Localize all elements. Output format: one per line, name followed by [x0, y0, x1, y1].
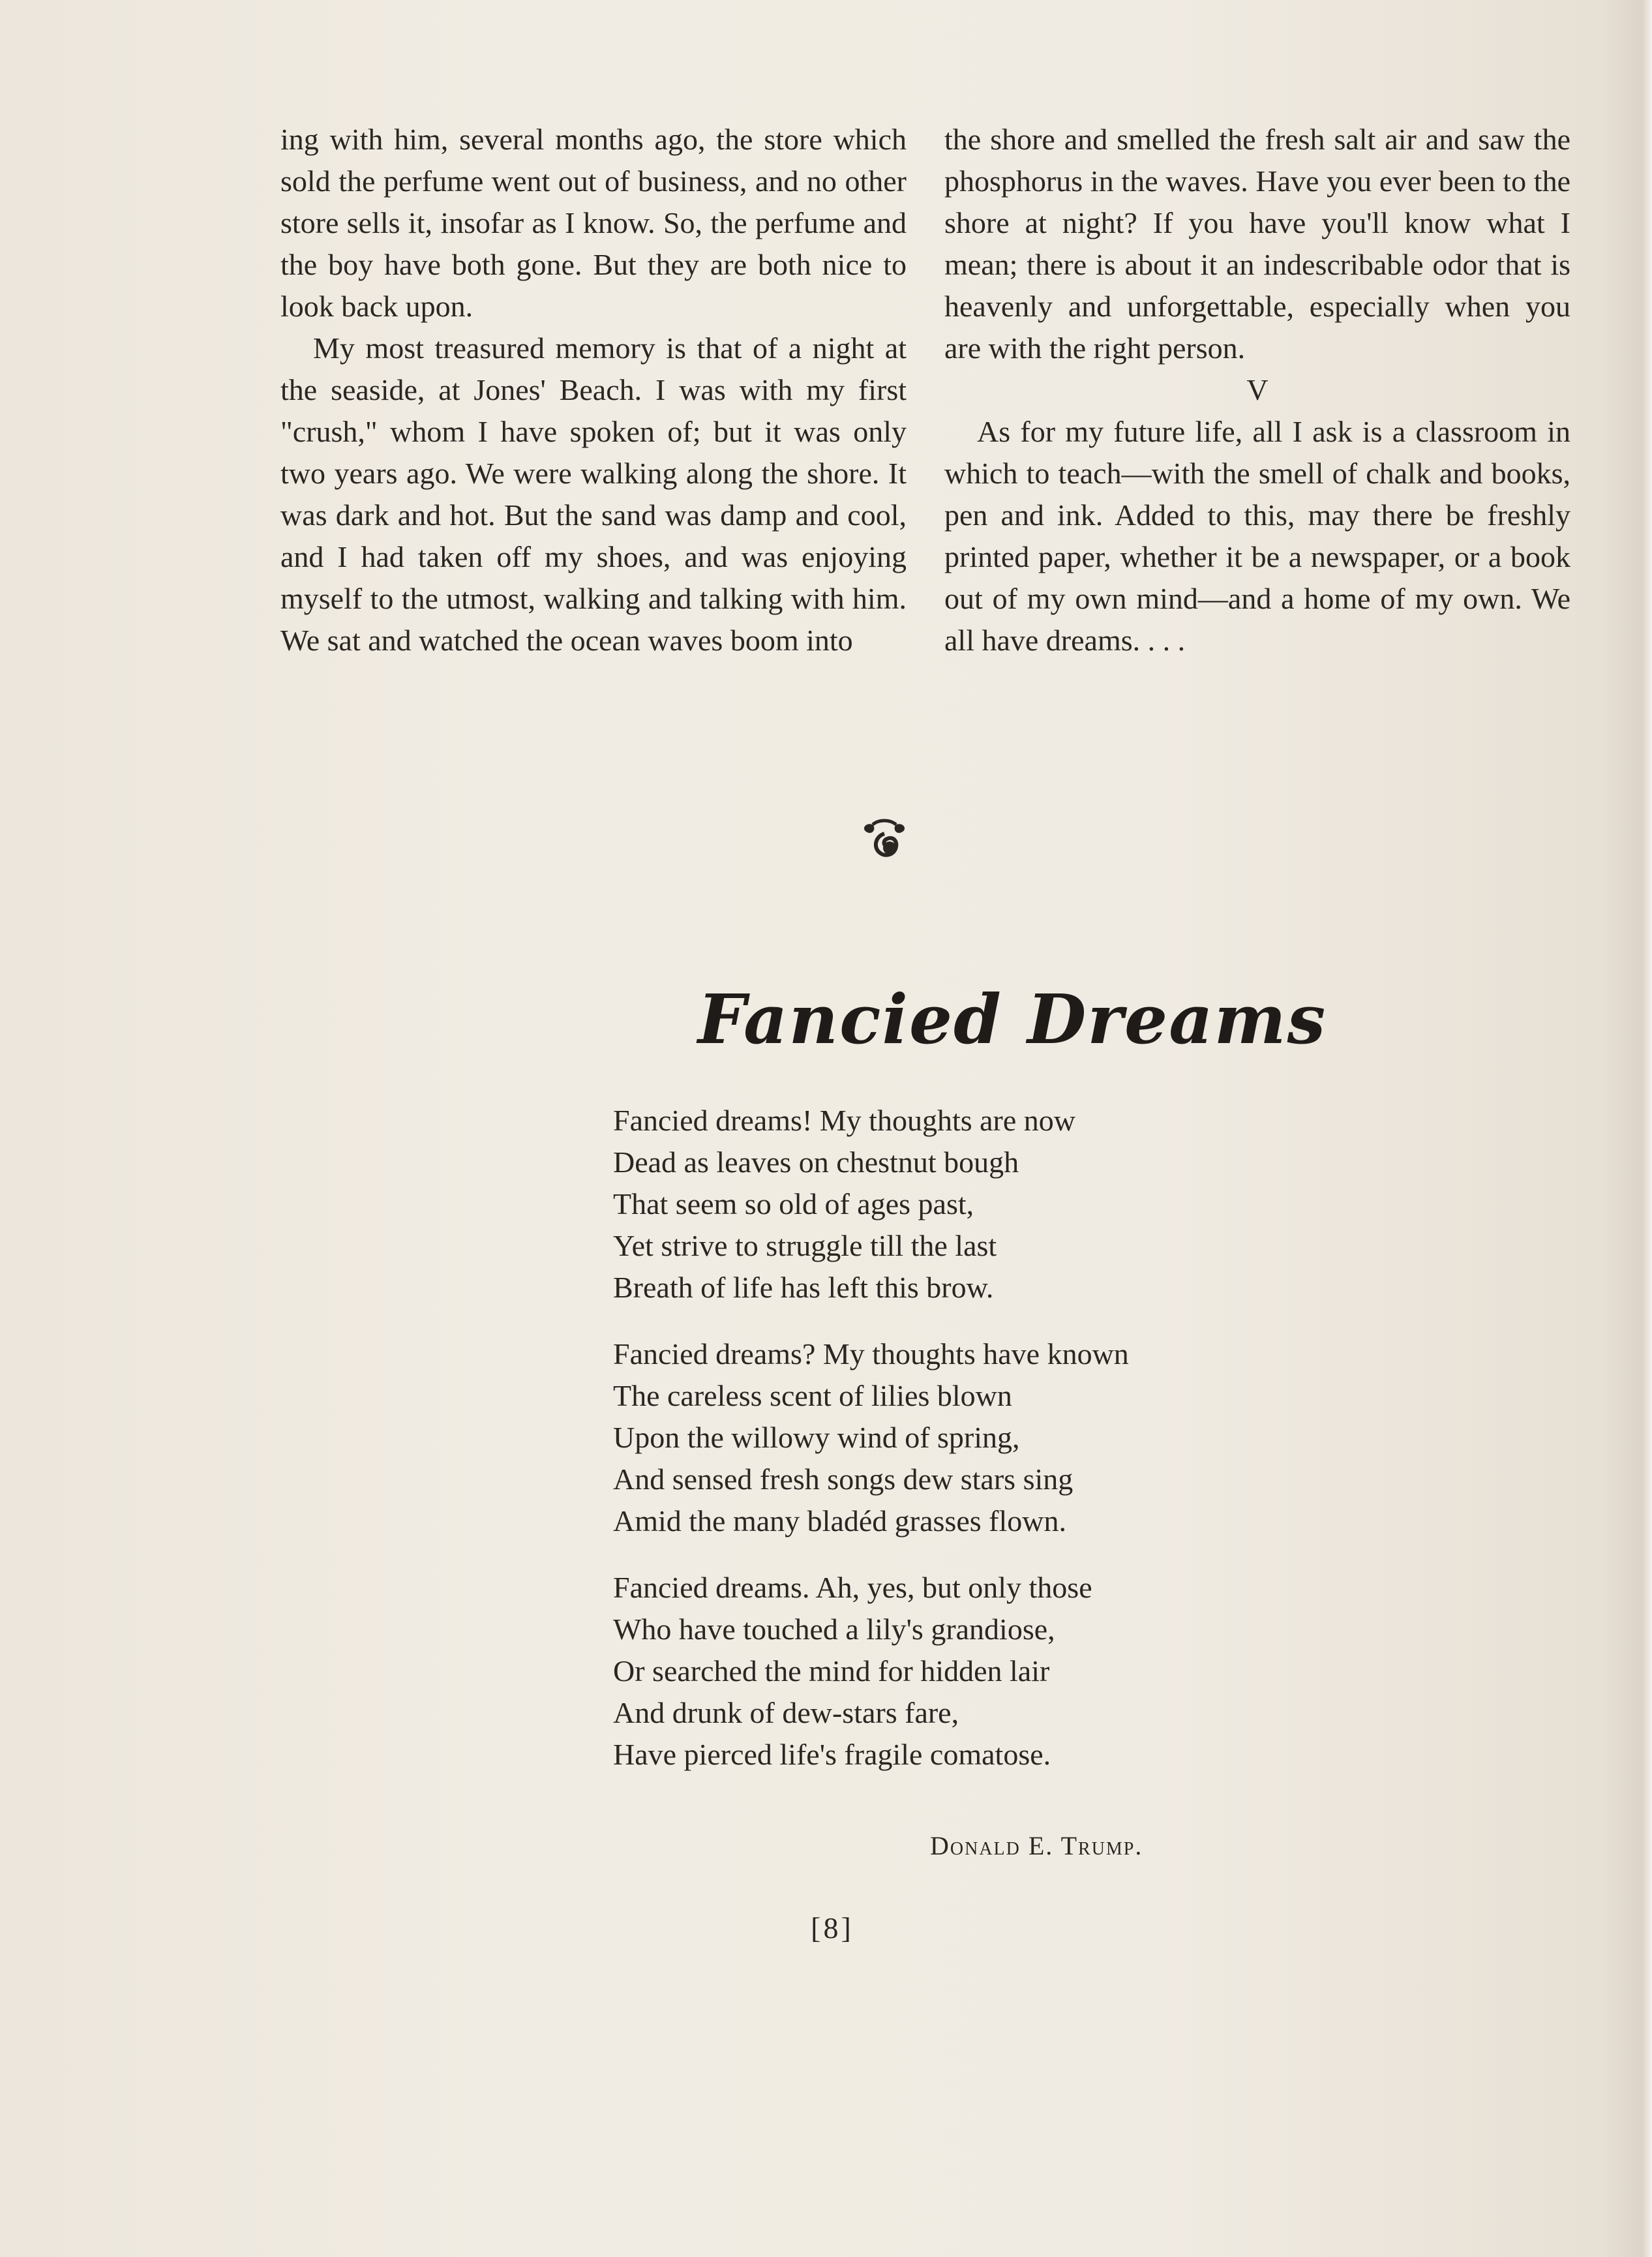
section-numeral: V	[1246, 373, 1269, 406]
poem-line: Upon the willowy wind of spring,	[613, 1421, 1020, 1454]
right-column	[944, 119, 1570, 661]
poem-line: Or searched the mind for hidden lair	[613, 1654, 1050, 1688]
left-paragraph-2: My most treasured memory is that of a night at the seaside, at Jones' Beach. I was with my first "crush," whom I have spoken of; but it was only two years ago. We were walking along the shore. It was dark and hot. But the sand was damp and cool, and I had taken off my shoes, and was enjoying myself to the utmost, walking and talking with him. We sat and watched the ocean waves boom into	[280, 331, 907, 657]
left-paragraph-1: ing with him, several months ago, the store which sold the perfume went out of business, and no other store sells it, insofar as I know. So, the perfume and the boy have both gone. But they are both nice to look back upon.	[280, 123, 907, 323]
poem-line: Fancied dreams. Ah, yes, but only those	[613, 1571, 1092, 1604]
fleuron-ornament-icon	[853, 808, 916, 870]
poem-line: Dead as leaves on chestnut bough	[613, 1145, 1019, 1179]
poem-line: And sensed fresh songs dew stars sing	[613, 1462, 1074, 1496]
page-edge	[1643, 0, 1652, 2257]
poem-line: The careless scent of lilies blown	[613, 1379, 1012, 1412]
stanza	[613, 1333, 1265, 1542]
poem-body	[613, 1100, 1265, 1800]
poem-line: Who have touched a lily's grandiose,	[613, 1613, 1055, 1646]
poem-line: Fancied dreams! My thoughts are now	[613, 1104, 1076, 1137]
poem-line: Amid the many bladéd grasses flown.	[613, 1504, 1066, 1537]
poem-line: That seem so old of ages past,	[613, 1187, 974, 1220]
page-number: [8]	[811, 1911, 854, 1945]
right-paragraph-2: As for my future life, all I ask is a classroom in which to teach—with the smell of chalk and books, pen and ink. Added to this, may there be freshly printed paper, whether it be a newspaper, or a book out of my own mind—and a home of my own. We all have dreams. . . .	[944, 415, 1570, 657]
stanza	[613, 1567, 1265, 1776]
poem-line: Have pierced life's fragile comatose.	[613, 1738, 1051, 1771]
poem-line: Breath of life has left this brow.	[613, 1271, 994, 1304]
right-paragraph-1: the shore and smelled the fresh salt air and saw the phosphorus in the waves. Have you ever been to the shore at night? If you have you'll know what I mean; there is about it an indescribable odor that is heavenly and unforgettable, especially when you are with the right person.	[944, 123, 1570, 365]
poem-line: And drunk of dew-stars fare,	[613, 1696, 959, 1729]
author-signature: Donald E. Trump.	[930, 1831, 1143, 1860]
poem-line: Yet strive to struggle till the last	[613, 1229, 997, 1262]
poem-line: Fancied dreams? My thoughts have known	[613, 1337, 1129, 1371]
left-column	[280, 119, 907, 661]
stanza	[613, 1100, 1265, 1309]
poem-title: Fancied Dreams	[698, 979, 1327, 1059]
